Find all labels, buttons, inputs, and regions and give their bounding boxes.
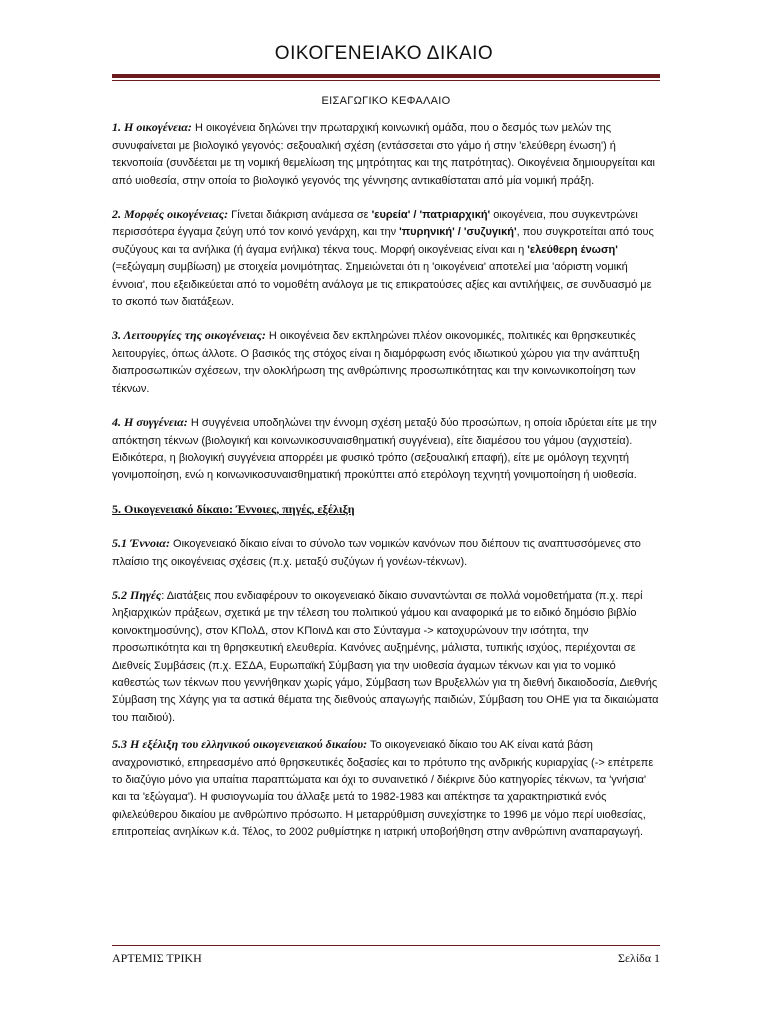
section-text: Η οικογένεια δηλώνει την πρωταρχική κοινωνική ομάδα, που ο δεσμός των μελών της συνυφαίνεται με βιολογικό γεγονός: σεξουαλική σχέση (εντάσσεται στο γάμο ή στην 'ελεύθερη ένωση') ή τεκνοποιία (συνδέεται με τη νομική θεμελίωση της μητρότητας και της πατρότητας). Οικογένεια δημιουργείται και από υιοθεσία, στην οποία το βιολογικό γεγονός της γέννησης αντικαθίσταται από μία νομική πράξη. bbox=[112, 122, 655, 187]
section-heading: 1. Η οικογένεια: bbox=[112, 120, 192, 135]
section-text: , που συγκροτείται από τους συζύγους και τα ανήλικα (ή άγαμα ενήλικα) τέκνα τους. Μορφή οικογένειας είναι και η bbox=[112, 226, 654, 256]
section-sources bbox=[112, 587, 660, 727]
footer-author: ΑΡΤΕΜΙΣ ΤΡΙΚΗ bbox=[112, 951, 202, 965]
section-heading: 2. Μορφές οικογένειας: bbox=[112, 207, 229, 222]
section-text: (=εξώγαμη συμβίωση) με στοιχεία μονιμότητας. Σημειώνεται ότι η 'οικογένεια' αποτελεί μια 'αόριστη νομική έννοια', που εξειδικεύεται από το νομοθέτη ανάλογα με τις επικρατούσες αξίες και αντιλήψεις, σε συνδυασμό με το σκοπό των διατάξεων. bbox=[112, 261, 652, 309]
section-family-forms bbox=[112, 206, 660, 311]
section-text: Οικογενειακό δίκαιο είναι το σύνολο των νομικών κανόνων που διέπουν τις αναπτυσσόμενες στο πλαίσιο της οικογένειας σχέσεις (π.χ. μεταξύ συζύγων ή γονέων-τέκνων). bbox=[112, 538, 641, 568]
section-text: : Διατάξεις που ενδιαφέρουν το οικογενειακό δίκαιο συναντώνται σε πολλά νομοθετήματα (π.χ. περί ληξιαρχικών πράξεων, σχετικά με την τέλεση του πολιτικού γάμου και αναφορικά με το ειδικό δημόσιο βιβλίο κοινοκτημοσύνης), στον ΚΠολΔ, στον ΚΠοινΔ και στο Σύνταγμα -> κατοχυρώνουν την ισότητα, την προσωπικότητα και τη θρησκευτική ελευθερία. Κανόνες αυξημένης, μάλιστα, τυπικής ισχύος, περιέχονται σε Διεθνείς Συμβάσεις (π.χ. ΕΣΔΑ, Ευρωπαϊκή Σύμβαση για την υιοθεσία άγαμων τέκνων και για το νομικό καθεστώς των τέκνων που γεννήθηκαν χωρίς γάμο, Σύμβαση των Βρυξελλών για τη διεθνή δικαιοδοσία, Διεθνής Σύμβαση της Χάγης για τα αστικά θέματα της διεθνούς απαγωγής παιδιών, Σύμβαση του ΟΗΕ για τα δικαιώματα του παιδιού). bbox=[112, 589, 659, 724]
section-text: οικογένεια, που συγκεντρώνει περισσότερα έγγαμα ζεύγη υπό τον κοινό γενάρχη, και την bbox=[112, 209, 638, 239]
document-title: ΟΙΚΟΓΕΝΕΙΑΚΟ ΔΙΚΑΙΟ bbox=[274, 43, 494, 64]
section-text: Γίνεται διάκριση ανάμεσα σε bbox=[228, 209, 372, 222]
section-concept bbox=[112, 535, 660, 571]
bold-term: 'ευρεία' / 'πατριαρχική' bbox=[371, 209, 491, 222]
footer-page-number: Σελίδα 1 bbox=[617, 951, 660, 965]
section-heading: 4. Η συγγένεια: bbox=[112, 415, 188, 430]
document-body bbox=[112, 93, 660, 858]
section-family-functions bbox=[112, 327, 660, 398]
section-heading: 5.1 Έννοια: bbox=[112, 536, 170, 551]
bold-term: 'πυρηνική' / 'συζυγική' bbox=[399, 226, 517, 239]
section-heading: 5.2 Πηγές bbox=[112, 587, 162, 602]
section-family-law bbox=[112, 501, 660, 519]
title-rule-thick bbox=[112, 74, 660, 78]
section-text: Το οικογενειακό δίκαιο του ΑΚ είναι κατά βάση αναχρονιστικό, επηρεασμένο από θρησκευτικές δοξασίες και το πρότυπο της ανδρικής κυριαρχίας (-> επέτρεπε το διαζύγιο μόνο για υπαίτια παραπτώματα και όχι το συναινετικό / διέκρινε δύο κατηγορίες τέκνων, τα 'γνήσια' και τα 'εξώγαμα'). Η φυσιογνωμία του άλλαξε μετά το 1982-1983 και απέκτησε τα χαρακτηριστικά ενός φιλελεύθερου δικαίου με ανθρώπινο πρόσωπο. Η μεταρρύθμιση συνεχίστηκε το 1996 με νόμο περί υιοθεσίας, επιτροπείας ανηλίκων κ.ά. Τέλος, το 2002 ρυθμίστηκε η ιατρική υποβοήθηση στην ανθρώπινη αναπαραγωγή. bbox=[112, 739, 654, 839]
chapter-subtitle: ΕΙΣΑΓΩΓΙΚΟ ΚΕΦΑΛΑΙΟ bbox=[321, 95, 451, 107]
section-family bbox=[112, 119, 660, 190]
title-rule-thin bbox=[112, 80, 660, 81]
section-heading: 5.3 Η εξέλιξη του ελληνικού οικογενειακού δικαίου: bbox=[112, 737, 368, 752]
footer-rule bbox=[112, 945, 660, 946]
section-heading: 3. Λειτουργίες της οικογένειας: bbox=[112, 328, 266, 343]
bold-term: 'ελεύθερη ένωση' bbox=[527, 243, 618, 256]
section-heading: 5. Οικογενειακό δίκαιο: Έννοιες, πηγές, εξέλιξη bbox=[112, 501, 355, 516]
section-kinship bbox=[112, 414, 660, 485]
section-evolution bbox=[112, 736, 660, 841]
section-text: Η συγγένεια υποδηλώνει την έννομη σχέση μεταξύ δύο προσώπων, η οποία ιδρύεται είτε με την απόκτηση τέκνων (βιολογική και κοινωνικοσυναισθηματική συγγένεια), είτε διαμέσου του γάμου (αγχιστεία). Ειδικότερα, η βιολογική συγγένεια απορρέει με φυσικό τρόπο (σεξουαλική επαφή), είτε με ομόλογη τεχνητή γονιμοποίηση, ενώ η κοινωνικοσυναισθηματική προκύπτει από ετερόλογη τεχνητή γονιμοποίηση ή υιοθεσία. bbox=[112, 417, 657, 482]
section-text: Η οικογένεια δεν εκπληρώνει πλέον οικονομικές, πολιτικές και θρησκευτικές λειτουργίες, όπως άλλοτε. Ο βασικός της στόχος είναι η διαμόρφωση ενός ιδιωτικού χώρου για την ανάπτυξη διαπροσωπικών σχέσεων, την ολοκλήρωση της ανθρώπινης προσωπικότητας και την κοινωνικοποίηση των τέκνων. bbox=[112, 330, 640, 395]
